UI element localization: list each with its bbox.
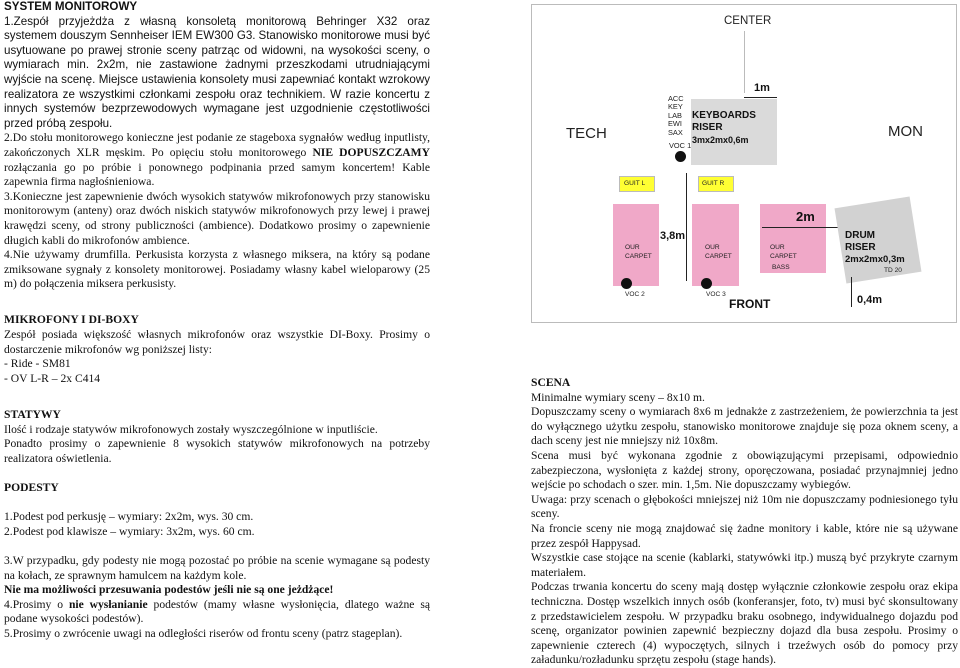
acc-list-item: KEY — [668, 102, 683, 112]
left-column — [4, 0, 430, 642]
section-title-risers: PODESTY — [4, 481, 59, 494]
risers-item-2: 2.Podest pod klawisze – wymiary: 3x2m, wys. 60 cm. — [4, 524, 255, 538]
monitor-p1-bold: 1.Zespół przyjeżdża z własną konsoletą monitorową Behringer X32 oraz systemem douszym Sennheiser IEM EW300 G3. — [4, 14, 430, 43]
drum-label-line: RISER — [845, 242, 876, 253]
section-title-monitor: SYSTEM MONITOROWY — [4, 0, 138, 13]
stage-paragraph-3: Scena musi być wykonana zgodnie z obowiązującymi przepisami, odpowiednio zabezpieczona, wysłonięta z każdej strony, oporęczowana, posiadać przynajmniej jedno wejście po schodach o szer. min. 1,5m. Nie dopuszczamy wybiegów. — [531, 448, 958, 492]
carpet-3-label — [770, 243, 797, 261]
monitor-paragraph-4: 4.Nie używamy drumfilla. Perkusista korzysta z własnego miksera, na który są podane zmiksowane sygnały z konsolety monitorowej. Posiadamy własny kabel wieloparowy (25 m) do połączenia miksera perkusisty. — [4, 248, 430, 291]
carpet-label-line: OUR — [770, 244, 785, 251]
center-label: CENTER — [724, 15, 772, 27]
dim-38-line — [686, 173, 687, 281]
center-line — [744, 31, 745, 93]
td20-label: TD 20 — [884, 267, 902, 274]
drum-label-line: 2mx2mx0,3m — [845, 254, 905, 265]
risers-item-4 — [4, 598, 430, 627]
monitor-p2-text: 2.Do stołu monitorowego konieczne jest podanie ze stageboxa sygnałów według inputlisty, zakończonych XLR męskim. Po opięciu stołu monitorowego — [4, 131, 430, 159]
tech-label: TECH — [566, 125, 607, 142]
dim-2m-line — [762, 227, 842, 228]
mics-paragraph: Zespół posiada większość własnych mikrofonów oraz wszystkie DI-Boxy. Prosimy o dostarczenie mikrofonów wg poniższej listy: — [4, 328, 430, 356]
dim-1m-label: 1m — [754, 82, 770, 94]
mics-list-item: - OV L-R – 2x C414 — [4, 371, 101, 385]
dim-04-label: 0,4m — [857, 294, 883, 306]
acc-list-item: SAX — [668, 127, 683, 137]
risers-item-3: 3.W przypadku, gdy podesty nie mogą pozostać po próbie na scenie wymagane są podesty na kołach, ze sprawnym hamulcem na każdym kole. — [4, 553, 430, 582]
carpet-label-line: CARPET — [625, 253, 652, 260]
monitor-p2-text-end: rozłączania go po próbie i ponownego podpinania przed samym koncertem! Kable zapewnia firma nagłośnieniowa. — [4, 160, 430, 189]
guit-r-label: GUIT R — [702, 180, 725, 187]
stage-plot — [531, 4, 957, 323]
keyboards-label-line: 3mx2mx0,6m — [692, 135, 749, 145]
risers-warning: Nie ma możliwości przesuwania podestów jeśli nie są one jeżdżące! — [4, 583, 334, 597]
bass-label: BASS — [772, 264, 790, 271]
drum-riser-label — [845, 230, 905, 266]
monitor-paragraph-2 — [4, 131, 430, 189]
voc1-mic-icon — [675, 151, 686, 162]
guit-l-label: GUIT L — [624, 180, 646, 187]
carpet-3 — [760, 204, 826, 273]
stage-paragraph-4: Uwaga: przy scenach o głębokości mniejszej niż 10m nie dopuszczamy podniesionego tyłu sceny. — [531, 492, 958, 521]
mics-list-item: - Ride - SM81 — [4, 357, 71, 371]
carpet-2-label — [705, 243, 732, 261]
mon-label: MON — [888, 123, 923, 140]
dim-1m-line — [744, 97, 777, 98]
risers-item-4-emphasis: nie wysłanianie — [68, 597, 148, 611]
voc3-label: VOC 3 — [706, 291, 726, 298]
voc3-mic-icon — [701, 278, 712, 289]
section-title-stage: SCENA — [531, 376, 571, 389]
dim-38-label: 3,8m — [660, 230, 686, 242]
risers-item-4-start: 4.Prosimy o — [4, 597, 64, 611]
monitor-p1-text: Stanowisko monitorowe musi być usytuowane po prawej stronie sceny patrząc od widowni, na wysokości sceny, o wymiarach min. 2x2m, nie zastawione żadnymi przeszkodami utrudniającymi wyjście na scenę. Miejsce ustawienia konsolety musi zapewniać kontakt wzrokowy realizatora ze wszystkimi członkami zespołu oraz technikiem. W razie koncertu z innych systemów bezprzewodowych wymagane jest uzgodnienie częstotliwości przed próbą zespołu. — [4, 29, 430, 130]
voc1-label: VOC 1 — [669, 141, 692, 150]
section-title-mics: MIKROFONY I DI-BOXY — [4, 313, 139, 327]
section-title-stands: STATYWY — [4, 408, 61, 422]
carpet-label-line: CARPET — [770, 253, 797, 260]
voc2-mic-icon — [621, 278, 632, 289]
drum-label-line: DRUM — [845, 230, 875, 241]
monitor-p2-emphasis: NIE DOPUSZCZAMY — [312, 145, 430, 159]
stage-paragraph-1: Minimalne wymiary sceny – 8x10 m. — [531, 390, 705, 404]
keyboards-riser-label — [692, 110, 756, 146]
dim-2m-label: 2m — [796, 209, 815, 224]
monitor-paragraph-1 — [4, 15, 430, 132]
carpet-label-line: OUR — [705, 244, 720, 251]
monitor-paragraph-3: 3.Konieczne jest zapewnienie dwóch wysokich statywów mikrofonowych przy stanowisku monitorowym (anteny) oraz dwóch niskich statywów mikrofonowych przy lewej i prawej krawędzi sceny, od strony publiczności (ambience). Dodatkowo prosimy o zapewnienie długich kabli do mikrofonów ambience. — [4, 189, 430, 247]
acc-list — [668, 95, 684, 137]
front-label: FRONT — [729, 297, 771, 311]
voc2-label: VOC 2 — [625, 291, 645, 298]
carpet-label-line: CARPET — [705, 253, 732, 260]
carpet-1-label — [625, 243, 652, 261]
acc-list-item: ACC — [668, 94, 684, 103]
stage-paragraph-2: Dopuszczamy sceny o wymiarach 8x6 m jednakże z zastrzeżeniem, że powierzchnia ta jest do wyłącznego użytku zespołu, stanowisko monitorowe znajduje się poza oknem sceny, a dach sceny jest nie mniejszy niż 10x8m. — [531, 405, 958, 448]
risers-item-1: 1.Podest pod perkusję – wymiary: 2x2m, wys. 30 cm. — [4, 510, 254, 524]
right-column — [531, 376, 958, 668]
stands-paragraph-1: Ilość i rodzaje statywów mikrofonowych zostały wyszczególnione w inputliście. — [4, 422, 378, 436]
stage-paragraph-6: Wszystkie case stojące na scenie (kablarki, statywówki itp.) muszą być przykryte czarnym materiałem. — [531, 551, 958, 579]
keyboards-label-line: KEYBOARDS — [692, 110, 756, 121]
risers-item-5: 5.Prosimy o zwrócenie uwagi na odległości riserów od frontu sceny (patrz stageplan). — [4, 626, 403, 640]
stage-paragraph-7: Podczas trwania koncertu do sceny mają dostęp wyłącznie członkowie zespołu oraz ekipa techniczna. Dostęp wszelkich innych osób (konferansjer, foto, tv) musi być skonsultowany z przedstawicielem zespołu. W przypadku braku osobnego, indywidualnego dojazdu pod scenę, organizator powinien zapewnić bezpieczny dojazd dla busa zespołu. Prosimy o zapewnienie czterech (4) wypoczętych, silnych i trzeźwych osób do pomocy przy załadunku/rozładunku sprzętu zespołu (stage hands). — [531, 580, 958, 667]
keyboards-label-line: RISER — [692, 122, 723, 133]
dim-04-line — [851, 277, 852, 307]
acc-list-item: LAB — [668, 110, 682, 120]
carpet-label-line: OUR — [625, 244, 640, 251]
risers-item-4-end: podestów (mamy własne wysłonięcia, dlatego ważne są podane wysokości podestów). — [4, 597, 430, 626]
acc-list-item: EWI — [668, 119, 682, 129]
stands-paragraph-2: Ponadto prosimy o zapewnienie 8 wysokich statywów mikrofonowych na potrzeby realizatora oświetlenia. — [4, 437, 430, 465]
stage-paragraph-5: Na froncie sceny nie mogą znajdować się żadne monitory i kable, które nie są używane przez zespół Happysad. — [531, 521, 958, 550]
